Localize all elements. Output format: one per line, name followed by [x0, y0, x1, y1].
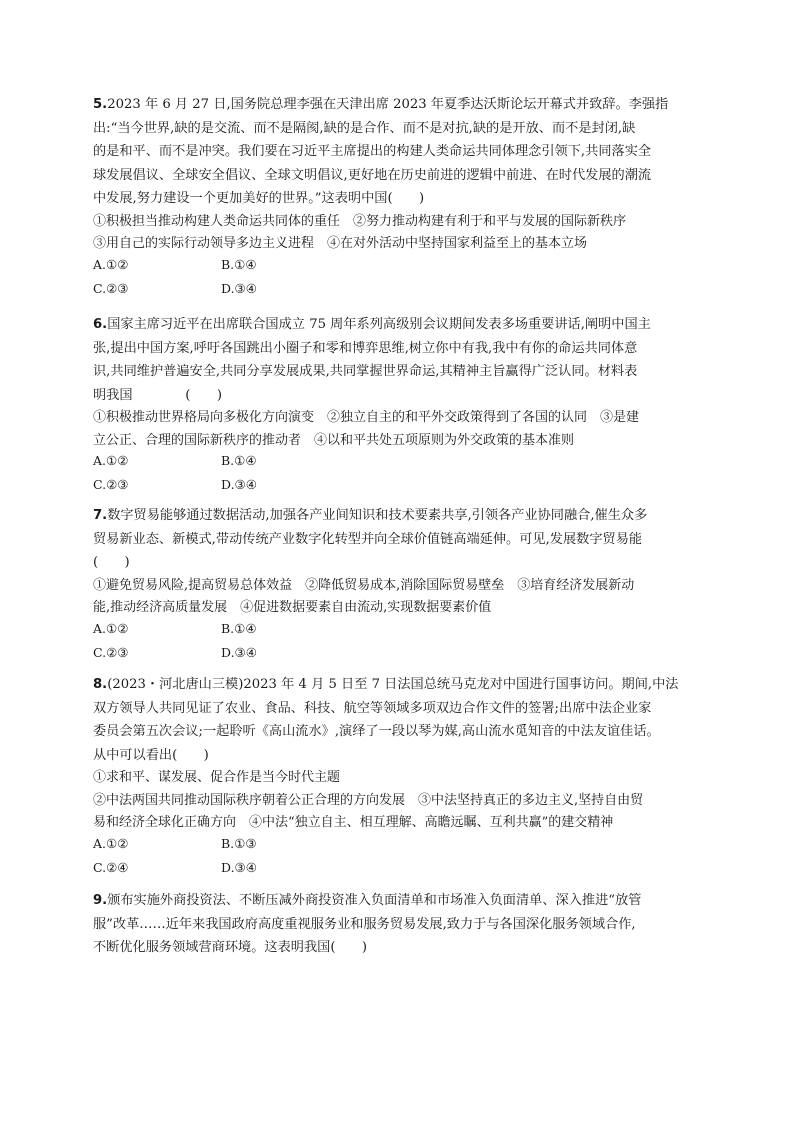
question-number: 9. [93, 893, 108, 908]
question-number: 7. [93, 508, 108, 523]
choice-a[interactable]: A.①② [93, 256, 129, 272]
option-line-2: 立公正、合理的国际新秩序的推动者 ④以和平共处五项原则为外交政策的基本准则 [93, 432, 575, 448]
choice-a[interactable]: A.①② [93, 620, 129, 636]
stem-line-4: 从中可以看出( ) [93, 747, 209, 763]
question-stem [93, 313, 708, 407]
question-stem [93, 93, 708, 211]
question-5 [93, 93, 708, 304]
stem-line-3: 委员会第五次会议;一起聆听《高山流水》,演绎了一段以琴为媒,高山流水觅知音的中法友谊佳话。 [93, 724, 660, 739]
stem-line-5: 中发展,努力建设一个更加美好的世界。”这表明中国( ) [93, 191, 425, 206]
question-stem [93, 673, 708, 767]
stem-line-1: 8.(2023・河北唐山三模)2023 年 4 月 5 日至 7 日法国总统马克龙对中国进行国事访问。期间,中法 [93, 677, 679, 692]
stem-line-2: 张,提出中国方案,呼吁各国跳出小圈子和零和博弈思维,树立你中有我,我中有你的命运共同体意 [93, 340, 638, 356]
question-7 [93, 504, 708, 668]
option-line-2: ②中法两国共同推动国际秩序朝着公正合理的方向发展 ③中法坚持真正的多边主义,坚持自由贸 [93, 792, 644, 808]
option-line-2: 能,推动经济高质量发展 ④促进数据要素自由流动,实现数据要素价值 [93, 600, 492, 615]
stem-line-4: 球发展倡议、全球安全倡议、全球文明倡议,更好地在历史前进的逻辑中前进、在时代发展的潮流 [93, 167, 652, 183]
option-line-1: ①避免贸易风险,提高贸易总体效益 ②降低贸易成本,消除国际贸易壁垒 ③培育经济发展新动 [93, 577, 635, 593]
answer-choices [93, 620, 708, 668]
answer-choices [93, 256, 708, 304]
stem-line-1: 7.数字贸易能够通过数据活动,加强各产业间知识和技术要素共享,引领各产业协同融合,催生众多 [93, 508, 648, 523]
question-number: 6. [93, 317, 108, 332]
question-number: 5. [93, 97, 108, 112]
stem-line-2: 出:“当今世界,缺的是交流、而不是隔阂,缺的是合作、而不是对抗,缺的是开放、而不是封闭,缺 [93, 120, 636, 136]
stem-line-3: ( ) [93, 555, 130, 570]
question-9 [93, 889, 708, 960]
option-line-1: ①积极担当推动构建人类命运共同体的重任 ②努力推动构建有利于和平与发展的国际新秩序 [93, 213, 627, 229]
stem-line-3: 的是和平、而不是冲突。我们要在习近平主席提出的构建人类命运共同体理念引领下,共同落实全 [93, 144, 652, 159]
stem-line-3: 识,共同维护普遍安全,共同分享发展成果,共同掌握世界命运,其精神主旨赢得广泛认同。材料表 [93, 364, 638, 379]
choice-b[interactable]: B.①③ [221, 835, 257, 851]
question-stem [93, 889, 708, 960]
choice-c[interactable]: C.②③ [93, 644, 129, 660]
stem-line-2: 贸易新业态、新模式,带动传统产业数字化转型并向全球价值链高端延伸。可见,发展数字贸易能 [93, 531, 643, 547]
choice-b[interactable]: B.①④ [221, 620, 257, 636]
answer-choices [93, 452, 708, 500]
option-line-3: 易和经济全球化正确方向 ④中法“独立自主、相互理解、高瞻远瞩、互利共赢”的建交精神 [93, 815, 614, 830]
choice-a[interactable]: A.①② [93, 453, 129, 468]
option-line-1: ①积极推动世界格局向多极化方向演变 ②独立自主的和平外交政策得到了各国的认同 ③是建 [93, 410, 640, 425]
question-6 [93, 313, 708, 500]
option-line-2: ③用自己的实际行动领导多边主义进程 ④在对外活动中坚持国家利益至上的基本立场 [93, 236, 588, 251]
choice-b[interactable]: B.①④ [221, 256, 257, 272]
choice-d[interactable]: D.③④ [221, 477, 257, 492]
choice-c[interactable]: C.②③ [93, 280, 129, 296]
stem-line-1: 9.颁布实施外商投资法、不断压减外商投资准入负面清单和市场准入负面清单、深入推进“放管 [93, 893, 642, 908]
choice-d[interactable]: D.③④ [221, 644, 257, 660]
answer-choices [93, 835, 708, 883]
choice-c[interactable]: C.②④ [93, 859, 129, 875]
question-stem [93, 504, 708, 575]
stem-line-2: 服”改革……近年来我国政府高度重视服务业和服务贸易发展,致力于与各国深化服务领域合作, [93, 916, 636, 932]
choice-c[interactable]: C.②③ [93, 477, 129, 492]
choice-a[interactable]: A.①② [93, 835, 129, 851]
question-8 [93, 673, 708, 883]
stem-line-1: 6.国家主席习近平在出席联合国成立 75 周年系列高级别会议期间发表多场重要讲话,阐明中国主 [93, 317, 651, 332]
question-number: 8. [93, 677, 108, 692]
stem-line-3: 不断优化服务领域营商环境。这表明我国( ) [93, 940, 368, 955]
choice-b[interactable]: B.①④ [221, 453, 257, 468]
choice-d[interactable]: D.③④ [221, 859, 257, 875]
stem-line-4: 明我国 ( ) [93, 387, 222, 403]
choice-d[interactable]: D.③④ [221, 280, 257, 296]
option-line-1: ①求和平、谋发展、促合作是当今时代主题 [93, 770, 341, 785]
stem-line-1: 5.2023 年 6 月 27 日,国务院总理李强在天津出席 2023 年夏季达沃斯论坛开幕式并致辞。李强指 [93, 97, 669, 112]
stem-line-2: 双方领导人共同见证了农业、食品、科技、航空等领域多项双边合作文件的签署;出席中法企业家 [93, 700, 652, 716]
